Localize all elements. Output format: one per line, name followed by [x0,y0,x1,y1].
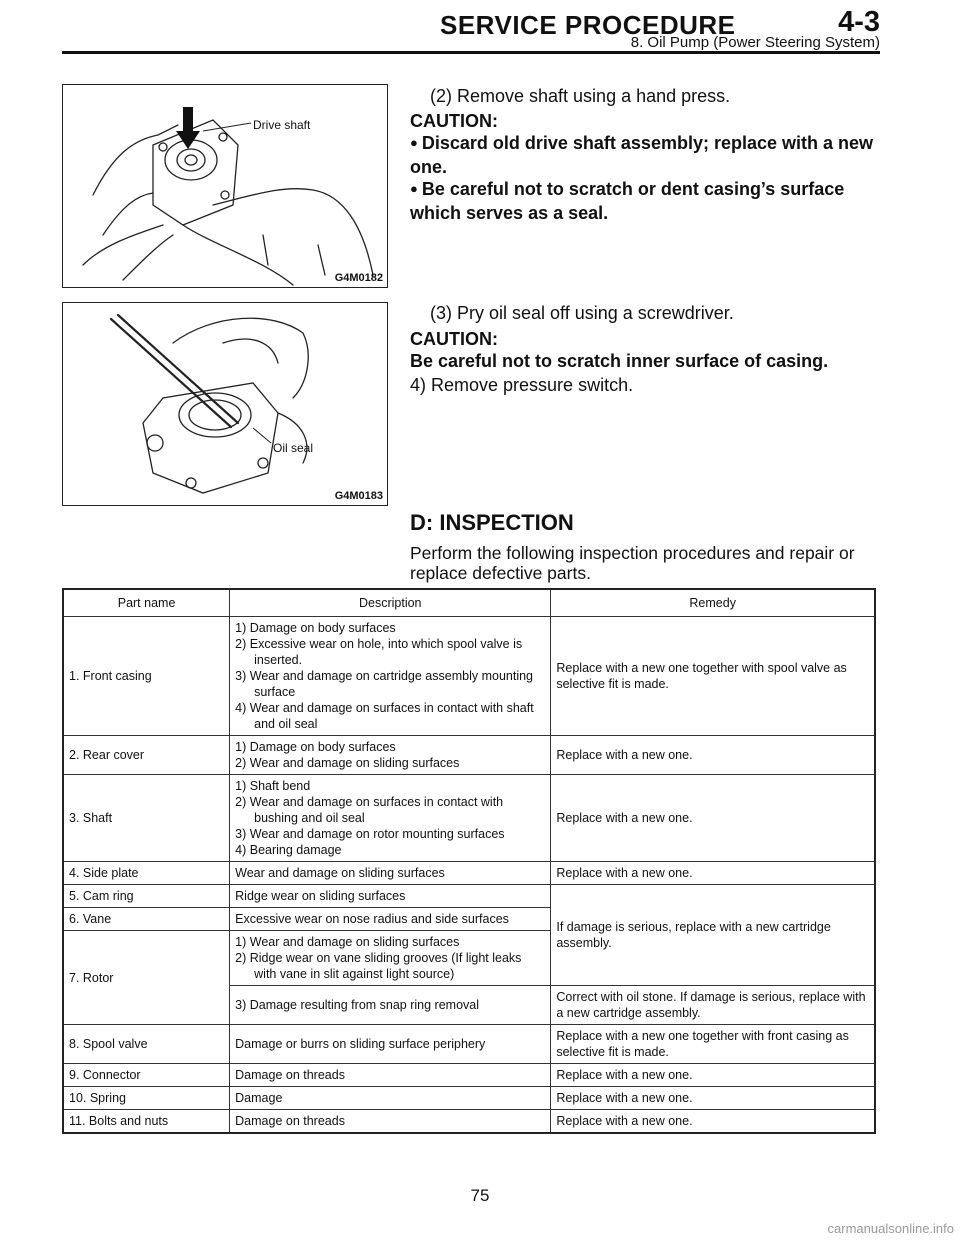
table-header-row [63,589,875,617]
description [230,775,551,862]
step-2-caution [410,110,876,224]
description [230,736,551,775]
column-header: Remedy [551,589,875,617]
inspection-table [62,588,876,1134]
header-rule [62,51,880,54]
caution-title: CAUTION: [410,329,498,349]
chapter-subtitle: 8. Oil Pump (Power Steering System) [630,34,880,51]
step-4-text: 4) Remove pressure switch. [410,375,634,395]
description: 3) Damage resulting from snap ring removal [230,986,551,1025]
description: Damage or burrs on sliding surface periphery [230,1025,551,1064]
remedy: If damage is serious, replace with a new cartridge assembly. [551,885,875,986]
figure-label-drive-shaft: Drive shaft [253,118,311,132]
table-row [63,1110,875,1134]
remedy: Replace with a new one together with front casing as selective fit is made. [551,1025,875,1064]
table-row [63,1064,875,1087]
part-name: 7. Rotor [63,931,230,1025]
remedy: Replace with a new one. [551,1110,875,1134]
drive-shaft-illustration [63,85,387,287]
remedy: Replace with a new one. [551,1087,875,1110]
description: Damage on threads [230,1064,551,1087]
oil-seal-illustration [63,303,387,505]
caution-item: ● Be careful not to scratch or dent casing’s surface which serves as a seal. [410,178,876,224]
part-name: 5. Cam ring [63,885,230,908]
description-line: 3) Wear and damage on rotor mounting surfaces [235,827,505,841]
table-row [63,1087,875,1110]
column-header: Description [230,589,551,617]
description-line: 1) Damage on body surfaces [235,740,396,754]
description: Excessive wear on nose radius and side surfaces [230,908,551,931]
figure-oil-seal [62,302,388,506]
description: Damage on threads [230,1110,551,1134]
section-title: SERVICE PROCEDURE [440,10,736,40]
remedy: Replace with a new one. [551,862,875,885]
figure-label-oil-seal: Oil seal [273,441,314,455]
step-3-caution [410,328,876,372]
part-name: 2. Rear cover [63,736,230,775]
caution-item: ● Discard old drive shaft assembly; replace with a new one. [410,132,876,178]
remedy: Replace with a new one together with spool valve as selective fit is made. [551,617,875,736]
description-line: 1) Wear and damage on sliding surfaces [235,935,460,949]
description: Ridge wear on sliding surfaces [230,885,551,908]
page-number: 75 [470,1186,490,1205]
caution-title: CAUTION: [410,111,498,131]
table-row [63,885,875,908]
step-3-text: (3) Pry oil seal off using a screwdriver. [430,303,734,323]
description [230,931,551,986]
part-name: 8. Spool valve [63,1025,230,1064]
table-row [63,617,875,736]
part-name: 11. Bolts and nuts [63,1110,230,1134]
description: Wear and damage on sliding surfaces [230,862,551,885]
remedy: Correct with oil stone. If damage is serious, replace with a new cartridge assembly. [551,986,875,1025]
description [230,617,551,736]
part-name: 10. Spring [63,1087,230,1110]
table-row [63,736,875,775]
press-arrow-icon [176,107,200,149]
description-line: 3) Wear and damage on cartridge assembly mounting surface [235,669,534,699]
step-2-text: (2) Remove shaft using a hand press. [430,86,731,106]
remedy: Replace with a new one. [551,1064,875,1087]
part-name: 3. Shaft [63,775,230,862]
table-row [63,1025,875,1064]
description-line: 4) Bearing damage [235,843,342,857]
part-name: 1. Front casing [63,617,230,736]
part-name: 6. Vane [63,908,230,931]
description-line: 1) Shaft bend [235,779,311,793]
description-line: 4) Wear and damage on surfaces in contact with shaft and oil seal [235,701,534,731]
inspection-intro: Perform the following inspection procedures and repair or replace defective parts. [410,543,855,583]
description-line: 1) Damage on body surfaces [235,621,396,635]
chapter-number: 4-3 [838,6,880,38]
description-line: 2) Wear and damage on sliding surfaces [235,756,460,770]
figure-drive-shaft [62,84,388,288]
remedy: Replace with a new one. [551,775,875,862]
description-line: 2) Ridge wear on vane sliding grooves (If light leaks with vane in slit against light source) [235,951,522,981]
caution-item: Be careful not to scratch inner surface of casing. [410,351,829,371]
figure-code-g4m0183: G4M0183 [334,490,383,502]
watermark: carmanualsonline.info [827,1221,954,1236]
inspection-heading: D: INSPECTION [410,510,574,535]
table-row [63,775,875,862]
remedy: Replace with a new one. [551,736,875,775]
description-line: 2) Wear and damage on surfaces in contact with bushing and oil seal [235,795,504,825]
part-name: 4. Side plate [63,862,230,885]
table-row [63,862,875,885]
description: Damage [230,1087,551,1110]
part-name: 9. Connector [63,1064,230,1087]
figure-code-g4m0182: G4M0182 [334,272,383,284]
column-header: Part name [63,589,230,617]
description-line: 2) Excessive wear on hole, into which spool valve is inserted. [235,637,523,667]
